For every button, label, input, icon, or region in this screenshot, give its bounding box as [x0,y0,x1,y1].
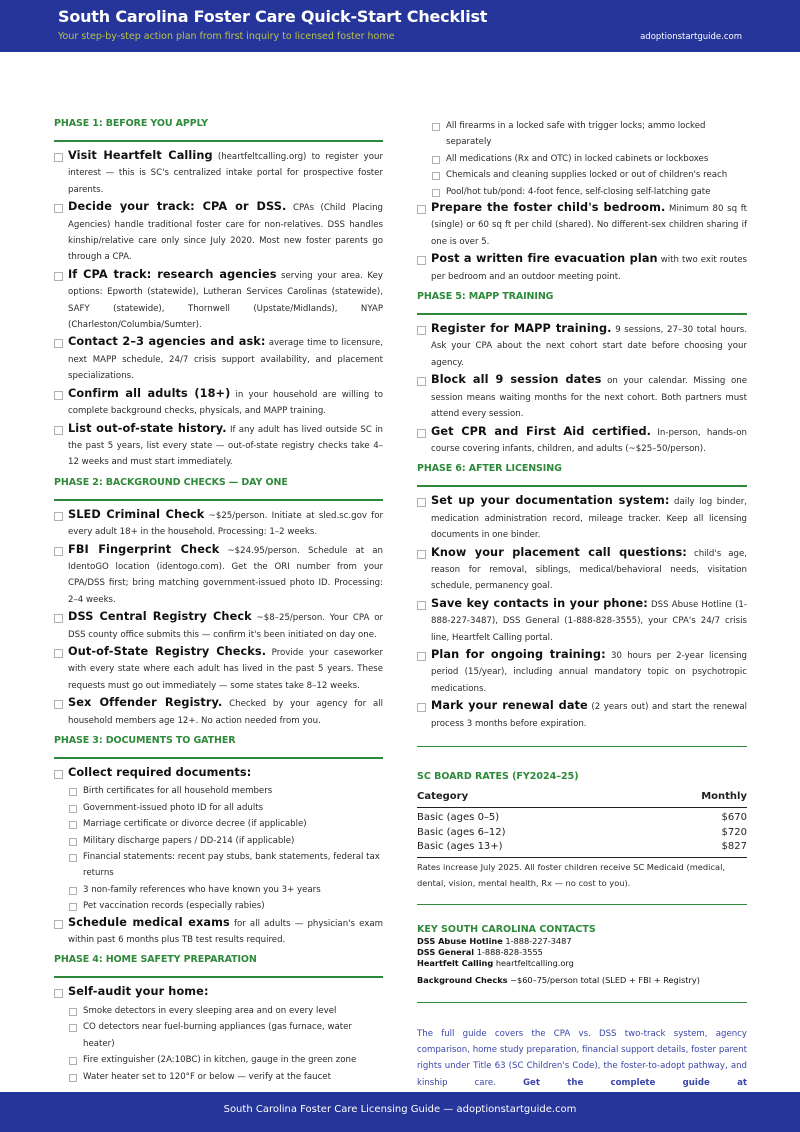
rate-category: Basic (ages 0–5) [417,812,500,823]
checkbox[interactable] [417,256,426,265]
item-text: on your calendar. Missing one session means waiting months for the next cohort. Both partners must attend every session. [431,376,747,420]
document-item [54,816,383,832]
safety-check-item [54,1019,383,1052]
checklist-item [54,507,383,541]
rate-monthly: $827 [635,840,747,857]
phase-1-list [54,148,383,471]
checklist-item [417,545,747,595]
checkbox[interactable] [432,156,440,164]
checkbox[interactable] [69,838,77,846]
document-text: Pet vaccination records (especially rabies) [83,901,265,912]
safety-check-text: Fire extinguisher (2A:10BC) in kitchen, gauge in the green zone [83,1055,357,1066]
safety-check-text: Smoke detectors in every sleeping area and on every level [83,1005,337,1016]
safety-check-item [54,1069,383,1085]
checkbox[interactable] [54,272,63,281]
checkbox[interactable] [417,601,426,610]
document-item [54,833,383,849]
item-text: average time to licensure, next MAPP schedule, 24/7 crisis support availability, and placement specializations. [68,338,383,382]
contacts-heading: KEY SOUTH CAROLINA CONTACTS [417,923,596,935]
checkbox[interactable] [54,989,63,998]
safety-check-text: Chemicals and cleaning supplies locked or out of children's reach [446,170,728,181]
page-title: South Carolina Foster Care Quick-Start Checklist [58,7,488,26]
item-text: with two exit routes per bedroom and an outdoor meeting point. [431,255,747,282]
checkbox[interactable] [69,1074,77,1082]
checkbox[interactable] [54,426,63,435]
divider [417,746,747,747]
contact-line [417,958,747,969]
safety-check-text: All firearms in a locked safe with trigger locks; ammo locked separately [446,121,706,148]
document-item [54,849,383,882]
rate-monthly: $720 [721,826,747,838]
checkbox[interactable] [54,547,63,556]
item-text: ~$8–25/person. Your CPA or DSS county office submits this — confirm it's been initiated on day one. [68,613,384,640]
contact-label: Heartfelt Calling [417,957,494,968]
checklist-item [54,267,383,334]
checkbox[interactable] [69,1008,77,1016]
divider [417,904,747,905]
safety-check-item [417,118,747,151]
col-category: Category [417,787,635,808]
contact-label: DSS General [417,946,475,957]
checklist-item [417,647,747,697]
item-label: Collect required documents: [68,766,252,779]
checklist-item [417,372,747,422]
checkbox[interactable] [69,887,77,895]
checklist-item [417,200,747,250]
safety-check-text: Water heater set to 120°F or below — verify at the faucet [83,1071,331,1082]
checkbox[interactable] [54,700,63,709]
document-text: Marriage certificate or divorce decree (if applicable) [83,819,307,830]
checklist-item [54,334,383,384]
checkbox[interactable] [417,429,426,438]
checklist-item [54,609,383,643]
document-item [54,783,383,799]
item-label: Mark your renewal date [431,699,588,713]
item-label: Prepare the foster child's bedroom. [431,201,666,215]
item-text: CPAs (Child Placing Agencies) handle traditional foster care for non-relatives. DSS handles kinship/relative care only since July 2020. Most new foster parents go through a CPA. [68,203,384,263]
checkbox[interactable] [69,821,77,829]
item-label: SLED Criminal Check [68,507,205,521]
promo-text: The full guide covers the CPA vs. DSS two-track system, agency comparison, home study preparation, financial support details, foster parent rights under Title 63 (SC Children's Code), the foster-to-adopt pathway, and kinship care. [417,1028,747,1088]
checklist-item [54,386,383,420]
checkbox[interactable] [69,805,77,813]
checkbox[interactable] [417,498,426,507]
document-text: 3 non-family references who have known you 3+ years [83,884,321,895]
checklist-item [417,424,747,458]
safety-check-text: All medications (Rx and OTC) in locked cabinets or lockboxes [446,153,709,164]
item-text: DSS Abuse Hotline (1-888-227-3487), DSS General (1-888-828-3555), your CPA's 24/7 crisis line, Heartfelt Calling portal. [431,599,747,643]
checklist-item [417,251,747,285]
checklist-item [54,199,383,266]
item-text: Provide your caseworker with every state where each adult has lived in the past 5 years. These requests must go out immediately — some states take 8–12 weeks. [68,647,383,691]
checkbox[interactable] [69,1057,77,1065]
checkbox[interactable] [417,703,426,712]
item-label: Self-audit your home: [68,985,209,999]
document-text: Military discharge papers / DD-214 (if applicable) [83,835,295,846]
checkbox[interactable] [54,614,63,623]
checkbox[interactable] [432,172,440,180]
phase-1-heading: PHASE 1: BEFORE YOU APPLY [54,118,383,142]
contacts-list [417,936,747,986]
table-row [417,808,747,826]
checkbox[interactable] [417,652,426,661]
rate-category: Basic (ages 6–12) [417,826,506,838]
item-label: List out-of-state history. [68,421,227,435]
rate-monthly: $670 [721,812,747,823]
item-label: Contact 2–3 agencies and ask: [68,335,266,349]
item-text: 9 sessions, 27–30 total hours. Ask your CPA about the next cohort start date before choosing your agency. [431,325,747,368]
page-subtitle: Your step-by-step action plan from first inquiry to licensed foster home [58,31,395,42]
safety-check-item [417,184,747,200]
checkbox[interactable] [69,854,77,862]
item-label: Register for MAPP training. [431,322,612,336]
safety-check-text: Pool/hot tub/pond: 4-foot fence, self-closing self-latching gate [446,186,711,197]
item-text: Minimum 80 sq ft (single) or 60 sq ft per child (shared). No different-sex children sharing if one is over 5. [431,204,747,247]
page-footer [0,1092,800,1132]
checkbox[interactable] [54,649,63,658]
item-text: In-person, hands-on course covering infants, children, and adults (~$25–50/person). [431,427,747,454]
contact-value: 1-888-227-3487 [505,935,572,946]
header-url[interactable]: adoptionstartguide.com [640,32,742,42]
item-label: Visit Heartfelt Calling [68,149,213,162]
document-text: Financial statements: recent pay stubs, bank statements, federal tax returns [83,852,380,879]
item-text: ~$25/person. Initiate at sled.sc.gov for every adult 18+ in the household. Processing: 1–2 weeks. [68,510,384,538]
checklist-item [417,321,747,371]
item-label: Schedule medical exams [68,915,230,929]
item-label: Post a written fire evacuation plan [431,252,658,266]
checkbox[interactable] [54,339,63,348]
item-label: Get CPR and First Aid certified. [431,424,652,438]
checkbox[interactable] [417,550,426,559]
item-label: Know your placement call questions: [431,545,687,559]
rates-header-row [417,787,747,808]
document-text: Birth certificates for all household members [83,786,273,797]
checklist-item [54,644,383,694]
checkbox[interactable] [432,123,440,131]
document-item [54,898,383,914]
item-text: Checked by your agency for all household members age 12+. No action needed from you. [68,699,383,726]
item-text: daily log binder, medication administration record, mileage tracker. Keep all licensing documents in one binder. [431,497,748,541]
phase-3-heading: PHASE 3: DOCUMENTS TO GATHER [54,735,383,759]
phase-2-heading: PHASE 2: BACKGROUND CHECKS — DAY ONE [54,477,383,501]
phase-5-list [417,321,747,457]
item-text: (2 years out) and start the renewal process 3 months before expiration. [431,702,748,729]
contact-value: 1-888-828-3555 [476,946,543,957]
item-text: serving your area. Key options: Epworth (statewide), Lutheran Services Carolinas (statewide), SAFY (statewide), Thornwell (Upstate/Midlands), NYAP (Charleston/Columbia/Sumter). [68,270,383,331]
item-label: Sex Offender Registry. [68,696,223,710]
rate-category: Basic (ages 13+) [417,840,635,857]
checkbox[interactable] [54,920,63,929]
safety-check-item [417,167,747,183]
phase-6-heading: PHASE 6: AFTER LICENSING [417,463,747,487]
item-label: Set up your documentation system: [431,494,670,508]
phase-3-list [54,765,383,948]
checkbox[interactable] [69,1024,77,1032]
checklist-item [54,915,383,949]
phase-4-heading: PHASE 4: HOME SAFETY PREPARATION [54,954,383,978]
item-label: FBI Fingerprint Check [68,542,220,556]
rates-heading: SC BOARD RATES (FY2024–25) [417,771,579,782]
item-text: ~$24.95/person. Schedule at an IdentoGO location (identogo.com). Get the ORI number from your CPA/DSS first; bring matching government-issued photo ID. Processing: 2–4 weeks. [68,545,383,605]
document-item [54,800,383,816]
phase-4-continued-list [417,118,747,285]
table-row [417,840,747,857]
item-label: Confirm all adults (18+) [68,386,231,400]
contact-value: ~$60–75/person total (SLED + FBI + Registry) [510,974,700,985]
checkbox[interactable] [54,770,63,779]
checkbox[interactable] [69,903,77,911]
guide-link[interactable]: Get the complete guide at [522,1077,748,1088]
rates-note: Rates increase July 2025. All foster children receive SC Medicaid (medical, dental, vision, mental health, Rx — no cost to you). [417,861,726,888]
item-label: Block all 9 session dates [431,373,602,387]
document-text: Government-issued photo ID for all adults [83,802,264,813]
checkbox[interactable] [54,153,63,162]
phase-4-list [54,984,383,1084]
checklist-item [54,695,383,729]
safety-check-item [54,1052,383,1068]
checklist-item [54,421,383,471]
contact-line [417,947,747,958]
checklist-item [54,542,383,609]
page-header [0,0,800,52]
footer-text: South Carolina Foster Care Licensing Guide — adoptionstartguide.com [223,1104,577,1115]
checklist-item [54,148,383,198]
safety-check-item [417,151,747,167]
checkbox[interactable] [417,377,426,386]
item-label: Decide your track: CPA or DSS. [68,200,287,214]
divider [417,1002,747,1003]
contact-line [417,936,747,947]
contact-label: Background Checks [417,974,508,985]
right-column [417,118,747,1108]
contact-value: heartfeltcalling.org [495,957,574,968]
contact-label: DSS Abuse Hotline [417,935,503,946]
checklist-item [417,493,747,543]
checklist-item [54,765,383,782]
phase-2-list [54,507,383,729]
checkbox[interactable] [69,788,77,796]
phase-6-list [417,493,747,732]
item-text: child's age, reason for removal, siblings, medical/behavioral needs, visitation schedule, permanency goal. [431,548,747,592]
checklist-item [417,698,747,732]
checklist-item [54,984,383,1001]
item-label: DSS Central Registry Check [68,610,252,624]
checkbox[interactable] [417,326,426,335]
phase-5-heading: PHASE 5: MAPP TRAINING [417,291,747,315]
checkbox[interactable] [432,189,440,197]
left-column [54,118,383,1085]
checkbox[interactable] [54,391,63,400]
col-monthly: Monthly [635,787,747,808]
safety-check-item [54,1003,383,1019]
table-row [417,826,747,841]
item-label: Save key contacts in your phone: [431,596,648,610]
item-label: If CPA track: research agencies [68,267,277,281]
item-text: for all adults — physician's exam within past 6 months plus TB test results required. [68,918,384,946]
checkbox[interactable] [54,512,63,521]
rates-table [417,787,747,858]
item-text: in your household are willing to complete background checks, physicals, and MAPP training. [68,389,383,417]
checkbox[interactable] [417,205,426,214]
item-text: 30 hours per 2-year licensing period (15/year), including annual mandatory topic on psychotropic medications. [431,650,747,694]
item-text: (heartfeltcalling.org) to register your interest — this is SC's centralized intake portal for prospective foster parents. [68,152,383,195]
safety-check-text: CO detectors near fuel-burning appliances (gas furnace, water heater) [83,1022,352,1049]
checkbox[interactable] [54,204,63,213]
item-label: Out-of-State Registry Checks. [68,644,267,658]
contact-line [417,975,747,986]
item-label: Plan for ongoing training: [431,647,606,661]
document-item [54,882,383,898]
checklist-item [417,596,747,646]
item-text: If any adult has lived outside SC in the past 5 years, list every state — out-of-state registry checks take 4–12 weeks and must start immediately. [68,424,384,468]
